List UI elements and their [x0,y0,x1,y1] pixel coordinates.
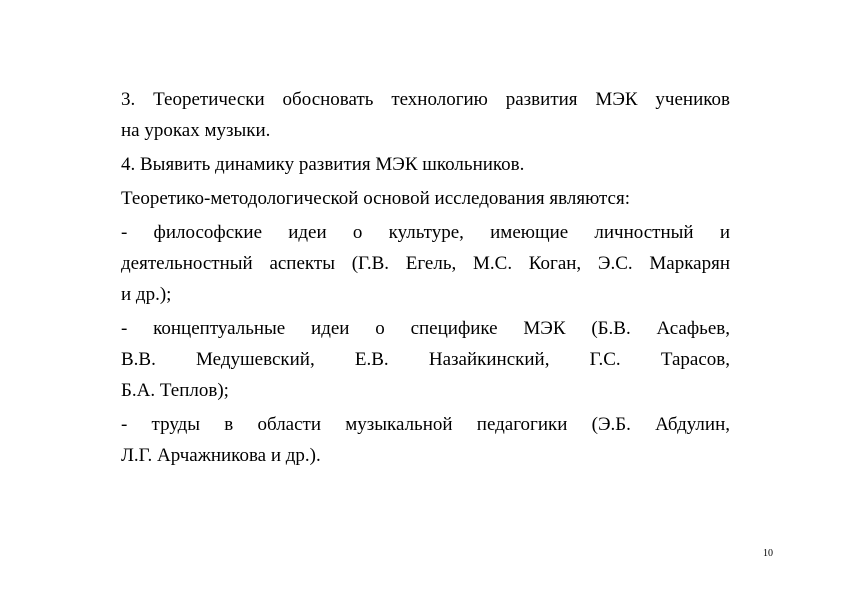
text-line: В.В. Медушевский, Е.В. Назайкинский, Г.С. Тарасов, [121,349,730,370]
task-4-paragraph [121,149,730,180]
text-line: Л.Г. Арчажникова и др.). [121,445,321,466]
text-line: на уроках музыки. [121,120,271,141]
text-line: 3. Теоретически обосновать технологию развития МЭК учеников [121,89,730,110]
text-line: деятельностный аспекты (Г.В. Егель, М.С. Коган, Э.С. Маркарян [121,253,730,274]
text-line: 4. Выявить динамику развития МЭК школьников. [121,154,525,175]
text-line: и др.); [121,284,172,305]
text-line: Б.А. Теплов); [121,380,229,401]
body-text [121,84,730,474]
task-3-paragraph [121,84,730,146]
text-line: - концептуальные идеи о специфике МЭК (Б.В. Асафьев, [121,318,730,339]
text-line: - философские идеи о культуре, имеющие личностный и [121,222,730,243]
pedagogy-list-item [121,409,730,471]
philosophy-list-item [121,217,730,310]
page-number: 10 [763,548,773,559]
text-line: Теоретико-методологической основой исследования являются: [121,188,631,209]
concepts-list-item [121,313,730,406]
text-line: - труды в области музыкальной педагогики (Э.Б. Абдулин, [121,414,730,435]
methodology-heading [121,183,730,214]
